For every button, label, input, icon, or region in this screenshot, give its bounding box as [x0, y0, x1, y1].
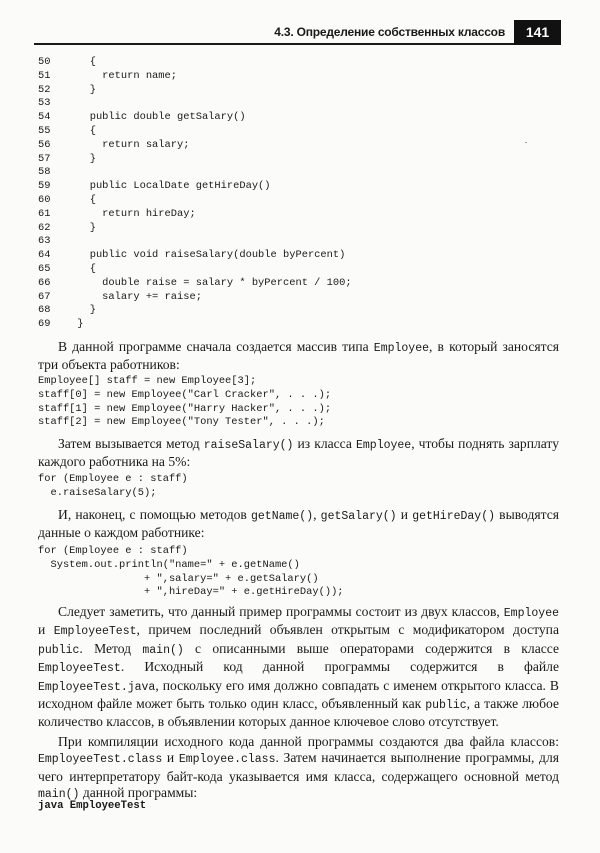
header-title: 4.3. Определение собственных классов	[274, 25, 505, 39]
line-number: 67	[38, 290, 51, 303]
code-listing	[38, 56, 352, 332]
inline-code: main()	[142, 643, 184, 657]
code-line: staff[1] = new Employee("Harry Hacker", . . .);	[38, 402, 332, 415]
code-line	[38, 304, 352, 318]
text-run: данной программы:	[79, 785, 198, 801]
line-code: }	[71, 83, 96, 96]
code-staff-array	[38, 375, 331, 430]
code-line	[38, 249, 352, 263]
line-code: return hireDay;	[71, 207, 196, 220]
line-number: 66	[38, 276, 51, 289]
text-run: . Затем начинается выполнение программы, для чего интерпретатору байт-кода указывается имя класса, содержащего основной метод	[38, 750, 559, 784]
line-number: 54	[38, 111, 51, 124]
code-line	[38, 222, 352, 236]
line-number: 65	[38, 262, 51, 275]
line-code: }	[71, 152, 96, 165]
line-code: salary += raise;	[71, 290, 202, 303]
text-run: При компиляции исходного кода данной программы создаются два файла классов:	[58, 734, 559, 749]
line-number: 52	[38, 83, 51, 96]
inline-code: getSalary()	[320, 510, 397, 523]
code-line	[38, 318, 352, 332]
line-number: 50	[38, 56, 51, 68]
line-code: double raise = salary * byPercent / 100;	[71, 276, 352, 289]
inline-code: public	[425, 699, 467, 713]
text-run: , в который заносятся три объекта работников:	[38, 339, 559, 373]
line-code: return name;	[71, 69, 178, 82]
text-run: . Метод	[79, 640, 143, 656]
paragraph-two-classes	[38, 604, 559, 731]
inline-code: Employee	[503, 607, 559, 620]
inline-code: public	[38, 643, 80, 657]
inline-code: EmployeeTest	[38, 662, 121, 676]
line-number: 51	[38, 69, 51, 82]
line-number: 59	[38, 180, 51, 193]
code-line: e.raiseSalary(5);	[38, 486, 157, 499]
inline-code: getHireDay()	[412, 510, 496, 523]
line-number: 56	[38, 138, 51, 151]
code-line	[38, 263, 352, 277]
line-code: {	[71, 262, 96, 275]
page-number: 141	[514, 20, 561, 45]
code-line: Employee[] staff = new Employee[3];	[38, 375, 257, 387]
command-line: java EmployeeTest	[38, 800, 147, 812]
code-print-loop	[38, 545, 344, 600]
code-line	[38, 111, 352, 125]
paragraph-array-intro	[38, 339, 559, 374]
line-number: 61	[38, 207, 51, 220]
line-code: }	[71, 304, 96, 317]
inline-code: EmployeeTest	[53, 625, 137, 639]
text-run: Затем вызывается метод	[58, 436, 204, 451]
line-code: {	[71, 56, 96, 68]
text-run: В данной программе сначала создается массив типа	[58, 339, 374, 354]
line-number: 58	[38, 166, 51, 179]
code-line	[38, 208, 352, 222]
inline-code: main()	[38, 788, 80, 802]
line-number: 53	[38, 97, 51, 110]
text-run: ,	[313, 507, 321, 522]
line-number: 63	[38, 235, 51, 248]
code-line	[38, 180, 352, 194]
code-raise-loop	[38, 473, 188, 501]
code-line	[38, 70, 352, 84]
code-line	[38, 277, 352, 291]
line-number: 64	[38, 249, 51, 262]
text-run: , а также любое количество классов, в объявлении которых данное ключевое слово отсутствует.	[38, 696, 559, 730]
text-run: . Исходный код данной программы содержится в файле	[120, 659, 559, 675]
text-run: и	[38, 622, 54, 638]
text-run: , причем последний объявлен открытым с модификатором доступа	[136, 622, 559, 638]
text-run: и	[396, 507, 413, 522]
code-line: for (Employee e : staff)	[38, 545, 188, 557]
text-run: выводятся данные о каждом работнике:	[38, 507, 560, 541]
line-code: public void raiseSalary(double byPercent)	[71, 249, 346, 262]
inline-code: getName()	[250, 510, 314, 523]
text-run: Следует заметить, что данный пример программы состоит из двух классов,	[58, 604, 504, 619]
scan-speck	[525, 142, 527, 143]
running-header	[34, 20, 561, 45]
code-line: System.out.println("name=" + e.getName()	[38, 558, 300, 571]
line-code: {	[71, 193, 96, 206]
line-number: 57	[38, 152, 51, 165]
code-line	[38, 235, 352, 249]
code-line: + ",salary=" + e.getSalary()	[38, 572, 319, 585]
paragraph-print-intro	[38, 507, 559, 542]
code-line	[38, 84, 352, 98]
text-run: И, наконец, с помощью методов	[58, 507, 251, 522]
line-number: 60	[38, 193, 51, 206]
text-run: , поскольку его имя должно совпадать с именем открытого класса. В исходном файле может быть только один класс, объявленный как	[38, 677, 559, 712]
line-code: public double getSalary()	[71, 111, 246, 124]
text-run: , чтобы поднять зарплату каждого работника на 5%:	[38, 436, 559, 470]
text-run: из класса	[293, 436, 356, 451]
code-line	[38, 153, 352, 167]
line-number: 68	[38, 304, 51, 317]
line-code: {	[71, 124, 96, 137]
paragraph-compilation	[38, 734, 559, 804]
code-line	[38, 166, 352, 180]
line-number: 62	[38, 221, 51, 234]
line-number: 55	[38, 124, 51, 137]
code-line	[38, 139, 352, 153]
code-line	[38, 56, 352, 70]
inline-code: Employee	[355, 439, 412, 452]
code-line: + ",hireDay=" + e.getHireDay());	[38, 586, 344, 599]
inline-code: EmployeeTest.java	[38, 680, 156, 694]
inline-code: raiseSalary()	[203, 439, 294, 452]
line-code: public LocalDate getHireDay()	[71, 180, 271, 193]
text-run: с описанными выше операторами содержится в классе	[183, 640, 559, 656]
code-line	[38, 194, 352, 208]
code-line	[38, 97, 352, 111]
inline-code: EmployeeTest.class	[38, 753, 163, 767]
line-code: return salary;	[71, 138, 190, 151]
inline-code: Employee	[373, 342, 430, 355]
inline-code: Employee.class	[178, 753, 276, 767]
code-line	[38, 125, 352, 139]
code-line: for (Employee e : staff)	[38, 473, 188, 485]
code-line: staff[2] = new Employee("Tony Tester", . . .);	[38, 416, 325, 429]
line-number: 69	[38, 318, 51, 331]
line-code: }	[71, 318, 84, 331]
line-code: }	[71, 221, 96, 234]
code-line: staff[0] = new Employee("Carl Cracker", . . .);	[38, 388, 332, 401]
paragraph-raise-salary	[38, 436, 559, 471]
text-run: и	[162, 750, 179, 766]
code-line	[38, 291, 352, 305]
